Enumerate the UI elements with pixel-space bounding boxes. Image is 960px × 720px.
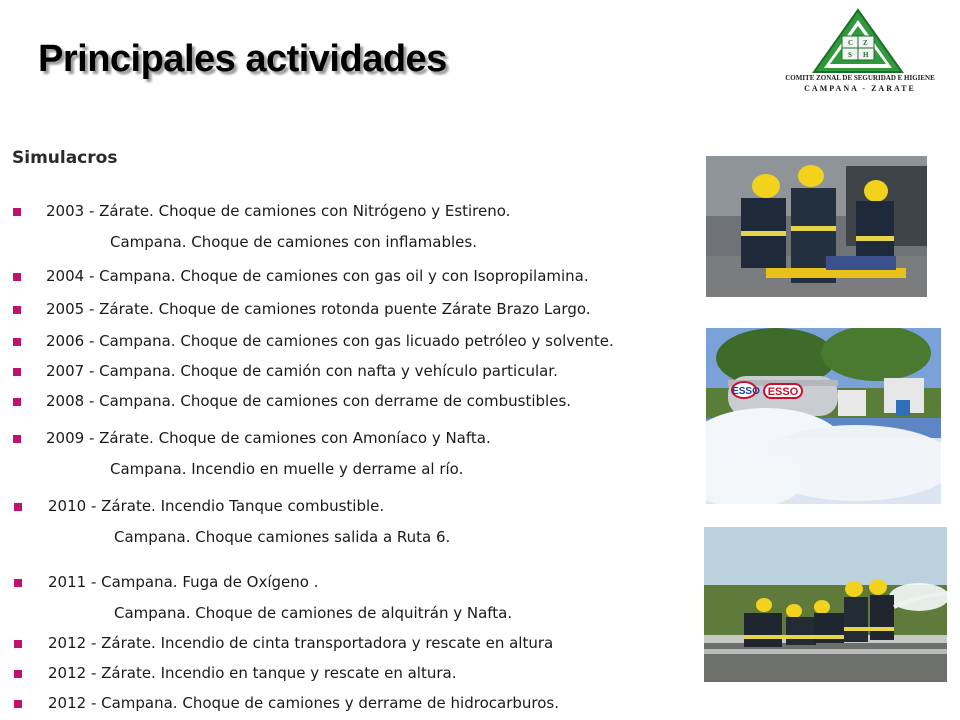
list-item: 2004 - Campana. Choque de camiones con gas oil y con Isopropilamina. — [46, 267, 589, 285]
list-item: 2009 - Zárate. Choque de camiones con Amoníaco y Nafta. — [46, 429, 491, 447]
section-heading: Simulacros — [12, 148, 118, 168]
logo-letter-c: C — [848, 39, 854, 47]
bullet-icon — [13, 273, 21, 281]
list-item: 2012 - Zárate. Incendio en tanque y rescate en altura. — [48, 664, 457, 682]
photo-truck-foam — [706, 328, 941, 504]
list-item-continuation: Campana. Choque de camiones con inflamables. — [110, 233, 477, 251]
logo-line1: COMITE ZONAL DE SEGURIDAD E HIGIENE — [785, 74, 935, 82]
list-item: 2010 - Zárate. Incendio Tanque combustible. — [48, 497, 385, 515]
bullet-icon — [13, 306, 21, 314]
truck-logo-small: ESSO — [732, 386, 760, 397]
list-item-continuation: Campana. Incendio en muelle y derrame al río. — [110, 460, 464, 478]
logo-letter-h: H — [863, 51, 869, 59]
logo-line2: CAMPANA - ZARATE — [804, 84, 916, 93]
list-item: 2011 - Campana. Fuga de Oxígeno . — [48, 573, 319, 591]
truck-logo-large: ESSO — [767, 386, 799, 398]
logo-letter-s: S — [848, 51, 852, 59]
list-item: 2012 - Campana. Choque de camiones y derrame de hidrocarburos. — [48, 694, 559, 712]
bullet-icon — [14, 670, 22, 678]
list-item-continuation: Campana. Choque de camiones de alquitrán y Nafta. — [114, 604, 513, 622]
list-item: 2007 - Campana. Choque de camión con nafta y vehículo particular. — [46, 362, 558, 380]
bullet-icon — [13, 208, 21, 216]
list-item: 2005 - Zárate. Choque de camiones rotonda puente Zárate Brazo Largo. — [46, 300, 591, 318]
bullet-icon — [13, 435, 21, 443]
list-item: 2012 - Zárate. Incendio de cinta transportadora y rescate en altura — [48, 634, 554, 652]
bullet-icon — [13, 368, 21, 376]
bullet-icon — [14, 579, 22, 587]
bullet-icon — [14, 700, 22, 708]
bullet-icon — [13, 398, 21, 406]
list-item-continuation: Campana. Choque camiones salida a Ruta 6. — [114, 528, 451, 546]
list-item: 2008 - Campana. Choque de camiones con derrame de combustibles. — [46, 392, 572, 410]
logo-letter-z: Z — [863, 39, 868, 47]
list-item: 2006 - Campana. Choque de camiones con gas licuado petróleo y solvente. — [46, 332, 614, 350]
photo-firefighters-hose — [704, 527, 947, 682]
bullet-icon — [14, 640, 22, 648]
list-item: 2003 - Zárate. Choque de camiones con Nitrógeno y Estireno. — [46, 202, 511, 220]
slide-title: Principales actividades — [38, 38, 447, 80]
bullet-icon — [13, 338, 21, 346]
bullet-icon — [14, 503, 22, 511]
photo-rescue-drill — [706, 156, 927, 297]
